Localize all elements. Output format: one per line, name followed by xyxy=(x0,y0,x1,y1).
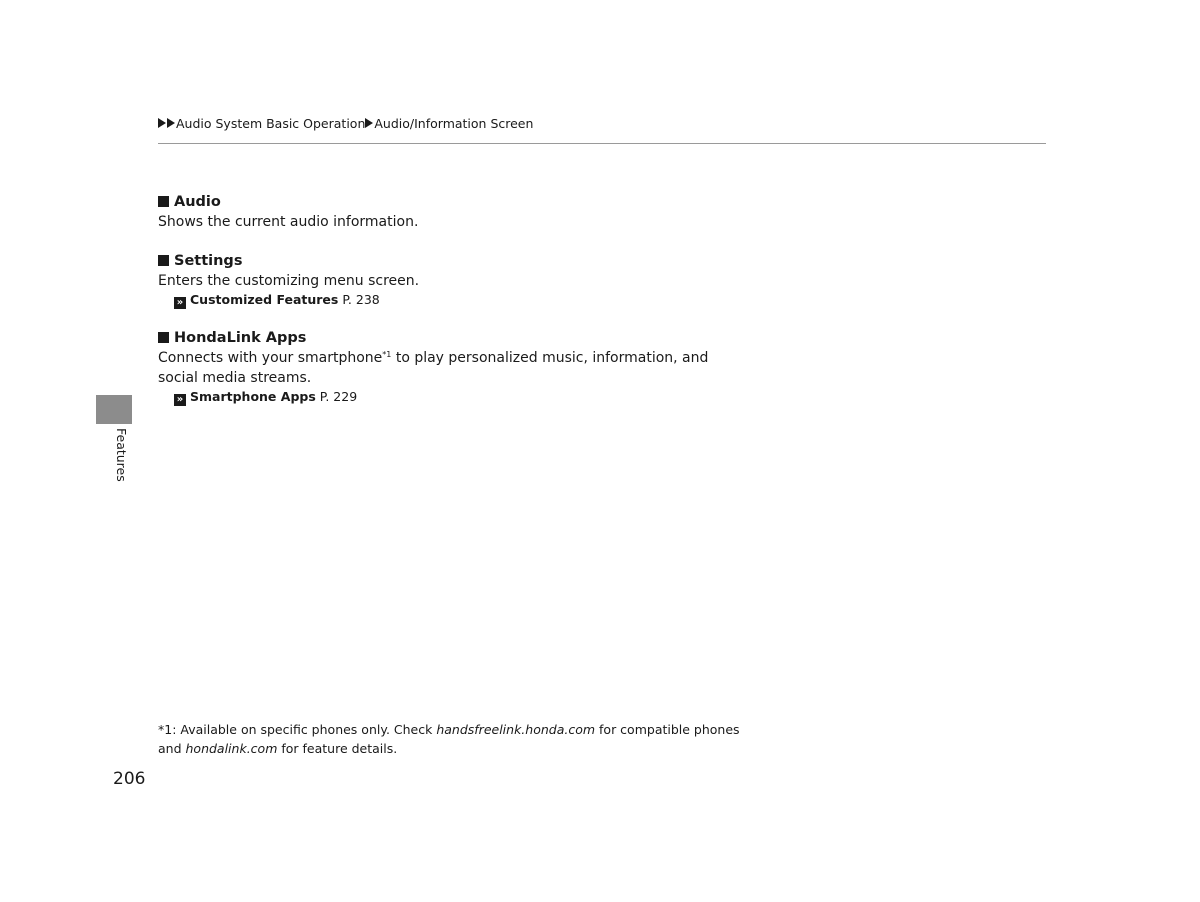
footnote-text: and xyxy=(158,741,186,756)
square-bullet-icon xyxy=(158,332,169,343)
footnote-marker: *1 xyxy=(382,350,392,359)
section-description xyxy=(158,348,708,368)
breadcrumb-item[interactable]: Audio/Information Screen xyxy=(374,116,534,131)
section-hondalink-apps xyxy=(158,328,708,406)
cross-reference-title[interactable]: Customized Features xyxy=(190,292,339,307)
footnote-text: for compatible phones xyxy=(595,722,740,737)
breadcrumb-item[interactable]: Audio System Basic Operation xyxy=(176,116,366,131)
section-heading xyxy=(158,328,708,348)
reference-arrow-icon: » xyxy=(174,394,186,406)
breadcrumb xyxy=(158,116,533,132)
footnote-text: *1: Available on specific phones only. Check xyxy=(158,722,437,737)
reference-arrow-icon: » xyxy=(174,297,186,309)
footnote xyxy=(158,720,740,758)
cross-reference-page[interactable]: P. 229 xyxy=(319,389,358,404)
cross-reference-smartphone-apps[interactable] xyxy=(174,388,708,406)
chapter-tab-label: Features xyxy=(114,428,129,482)
section-heading xyxy=(158,251,419,271)
description-text: to play personalized music, information, and xyxy=(391,350,709,366)
section-heading-label: HondaLink Apps xyxy=(174,330,307,346)
section-settings xyxy=(158,251,419,309)
footnote-line xyxy=(158,739,740,758)
footnote-text: for feature details. xyxy=(277,741,398,756)
square-bullet-icon xyxy=(158,196,169,207)
section-description-line2: social media streams. xyxy=(158,370,312,386)
breadcrumb-arrow-icon xyxy=(167,118,175,128)
chapter-tab xyxy=(96,395,132,424)
section-description: Shows the current audio information. xyxy=(158,214,419,230)
page-number: 206 xyxy=(113,769,146,789)
section-description: Enters the customizing menu screen. xyxy=(158,273,420,289)
footnote-link[interactable]: hondalink.com xyxy=(185,741,278,756)
cross-reference-title[interactable]: Smartphone Apps xyxy=(190,389,316,404)
section-heading-label: Settings xyxy=(174,253,243,269)
footnote-link[interactable]: handsfreelink.honda.com xyxy=(436,722,596,737)
cross-reference-page[interactable]: P. 238 xyxy=(342,292,380,307)
header-divider xyxy=(158,143,1046,144)
footnote-line xyxy=(158,720,740,739)
section-heading xyxy=(158,192,418,212)
square-bullet-icon xyxy=(158,255,169,266)
cross-reference-customized-features[interactable] xyxy=(174,291,419,309)
section-audio xyxy=(158,192,418,232)
description-text: Connects with your smartphone xyxy=(158,350,383,366)
section-heading-label: Audio xyxy=(174,194,221,210)
breadcrumb-arrow-icon xyxy=(365,118,373,128)
breadcrumb-arrow-icon xyxy=(158,118,166,128)
